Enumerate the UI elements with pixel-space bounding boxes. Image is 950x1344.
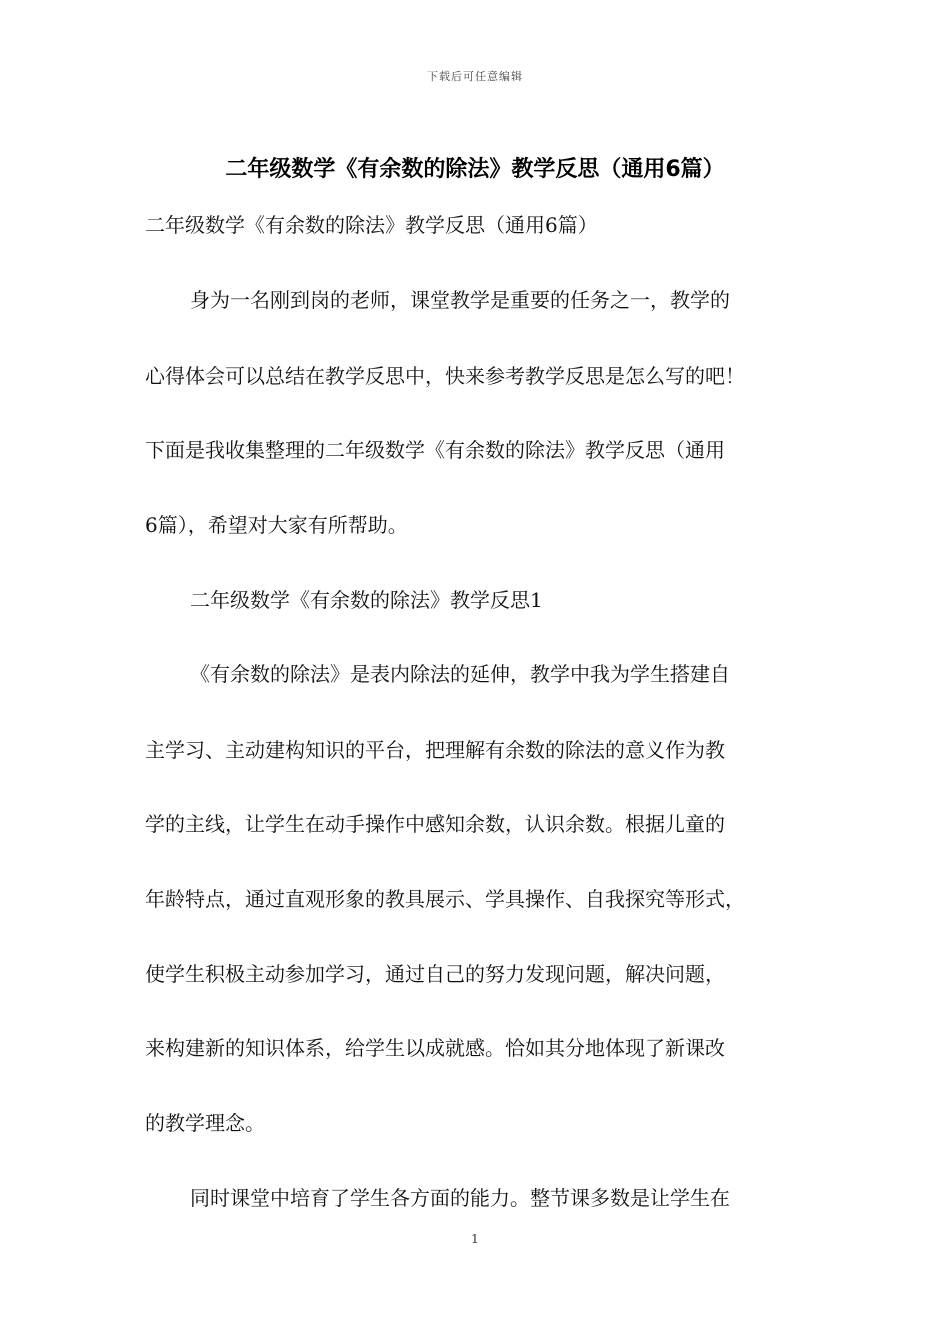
paragraph-line: 的教学理念。 [145, 1111, 265, 1135]
document-title: 二年级数学《有余数的除法》教学反思（通用6篇） [225, 157, 725, 182]
paragraph-line: 6篇），希望对大家有所帮助。 [145, 513, 408, 537]
section-heading: 二年级数学《有余数的除法》教学反思1 [190, 588, 543, 612]
paragraph-line: 使学生积极主动参加学习，通过自己的努力发现问题，解决问题， [145, 962, 725, 986]
paragraph-line: 同时课堂中培育了学生各方面的能力。整节课多数是让学生在 [190, 1186, 730, 1210]
paragraph-line: 下面是我收集整理的二年级数学《有余数的除法》教学反思（通用 [145, 438, 725, 462]
paragraph-line: 主学习、主动建构知识的平台，把理解有余数的除法的意义作为教 [145, 738, 725, 762]
paragraph-line: 心得体会可以总结在教学反思中，快来参考教学反思是怎么写的吧！ [145, 364, 745, 388]
header-note: 下载后可任意编辑 [427, 70, 523, 83]
paragraph-line: 年龄特点，通过直观形象的教具展示、学具操作、自我探究等形式， [145, 887, 745, 911]
paragraph-line: 来构建新的知识体系，给学生以成就感。恰如其分地体现了新课改 [145, 1036, 725, 1060]
paragraph-line: 《有余数的除法》是表内除法的延伸，教学中我为学生搭建自 [190, 662, 730, 686]
paragraph-line: 身为一名刚到岗的老师，课堂教学是重要的任务之一，教学的 [190, 288, 730, 312]
subtitle-line: 二年级数学《有余数的除法》教学反思（通用6篇） [145, 213, 598, 237]
page-number: 1 [471, 1232, 479, 1246]
paragraph-line: 学的主线，让学生在动手操作中感知余数，认识余数。根据儿童的 [145, 812, 725, 836]
